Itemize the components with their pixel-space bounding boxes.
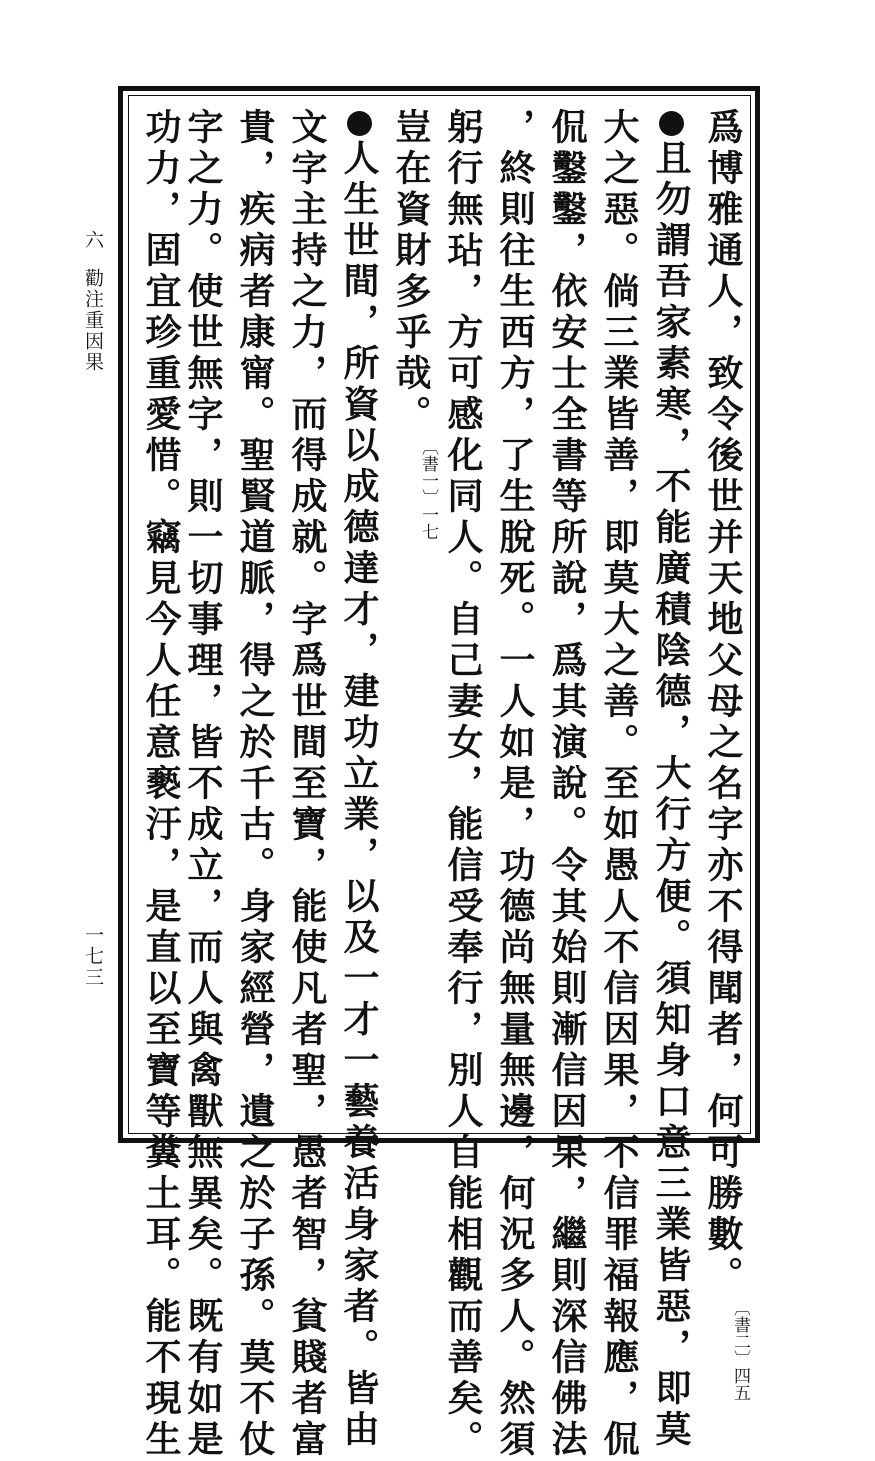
text-column-6: 躬行無玷，方可感化同人。自己妻女，能信受奉行，別人自能相觀而善矣。 — [442, 108, 484, 1461]
text-column-2: 且勿謂吾家素寒，不能廣積陰德，大行方便。須知身口意三業皆惡，即莫 — [645, 108, 697, 1128]
text-column-3: 大之惡。倘三業皆善，即莫大之善。至如愚人不信因果，不信罪福報應，侃 — [598, 108, 640, 1461]
paragraph-bullet-icon — [659, 111, 684, 136]
text-column-7: 豈在資財多乎哉。〔書一〕一七 — [390, 108, 438, 540]
citation-note: 〔書一〕一七 — [418, 438, 438, 540]
text-column-4: 侃鑿鑿，依安士全書等所說，爲其演說。令其始則漸信因果，繼則深信佛法 — [546, 108, 588, 1461]
citation-note: 〔書二〕四五 — [730, 1299, 750, 1401]
text-column-9: 文字主持之力，而得成就。字爲世間至寶，能使凡者聖，愚者智，貧賤者富 — [286, 108, 328, 1461]
paragraph-bullet-icon — [347, 111, 372, 136]
text-column-12: 功力，固宜珍重愛惜。竊見今人任意褻汙，是直以至寶等糞土耳。能不現生 — [140, 108, 182, 1461]
page-number: 一七三 — [82, 925, 104, 988]
text-column-8: 人生世間，所資以成德達才，建功立業，以及一才一藝養活身家者。皆由 — [333, 108, 385, 1128]
chapter-title: 勸注重因果 — [82, 268, 104, 373]
text-column-10: 貴，疾病者康甯。聖賢道脈，得之於千古。身家經營，遺之於子孫。莫不仗 — [234, 108, 276, 1461]
text-column-1: 爲博雅通人，致令後世并天地父母之名字亦不得聞者，何可勝數。〔書二〕四五 — [702, 108, 750, 1401]
text-column-11: 字之力。使世無字，則一切事理，皆不成立，而人與禽獸無異矣。既有如是 — [182, 108, 224, 1461]
text-column-5: ，終則往生西方，了生脫死。一人如是，功德尚無量無邊，何況多人。然須 — [494, 108, 536, 1461]
section-number: 六 — [82, 230, 104, 251]
